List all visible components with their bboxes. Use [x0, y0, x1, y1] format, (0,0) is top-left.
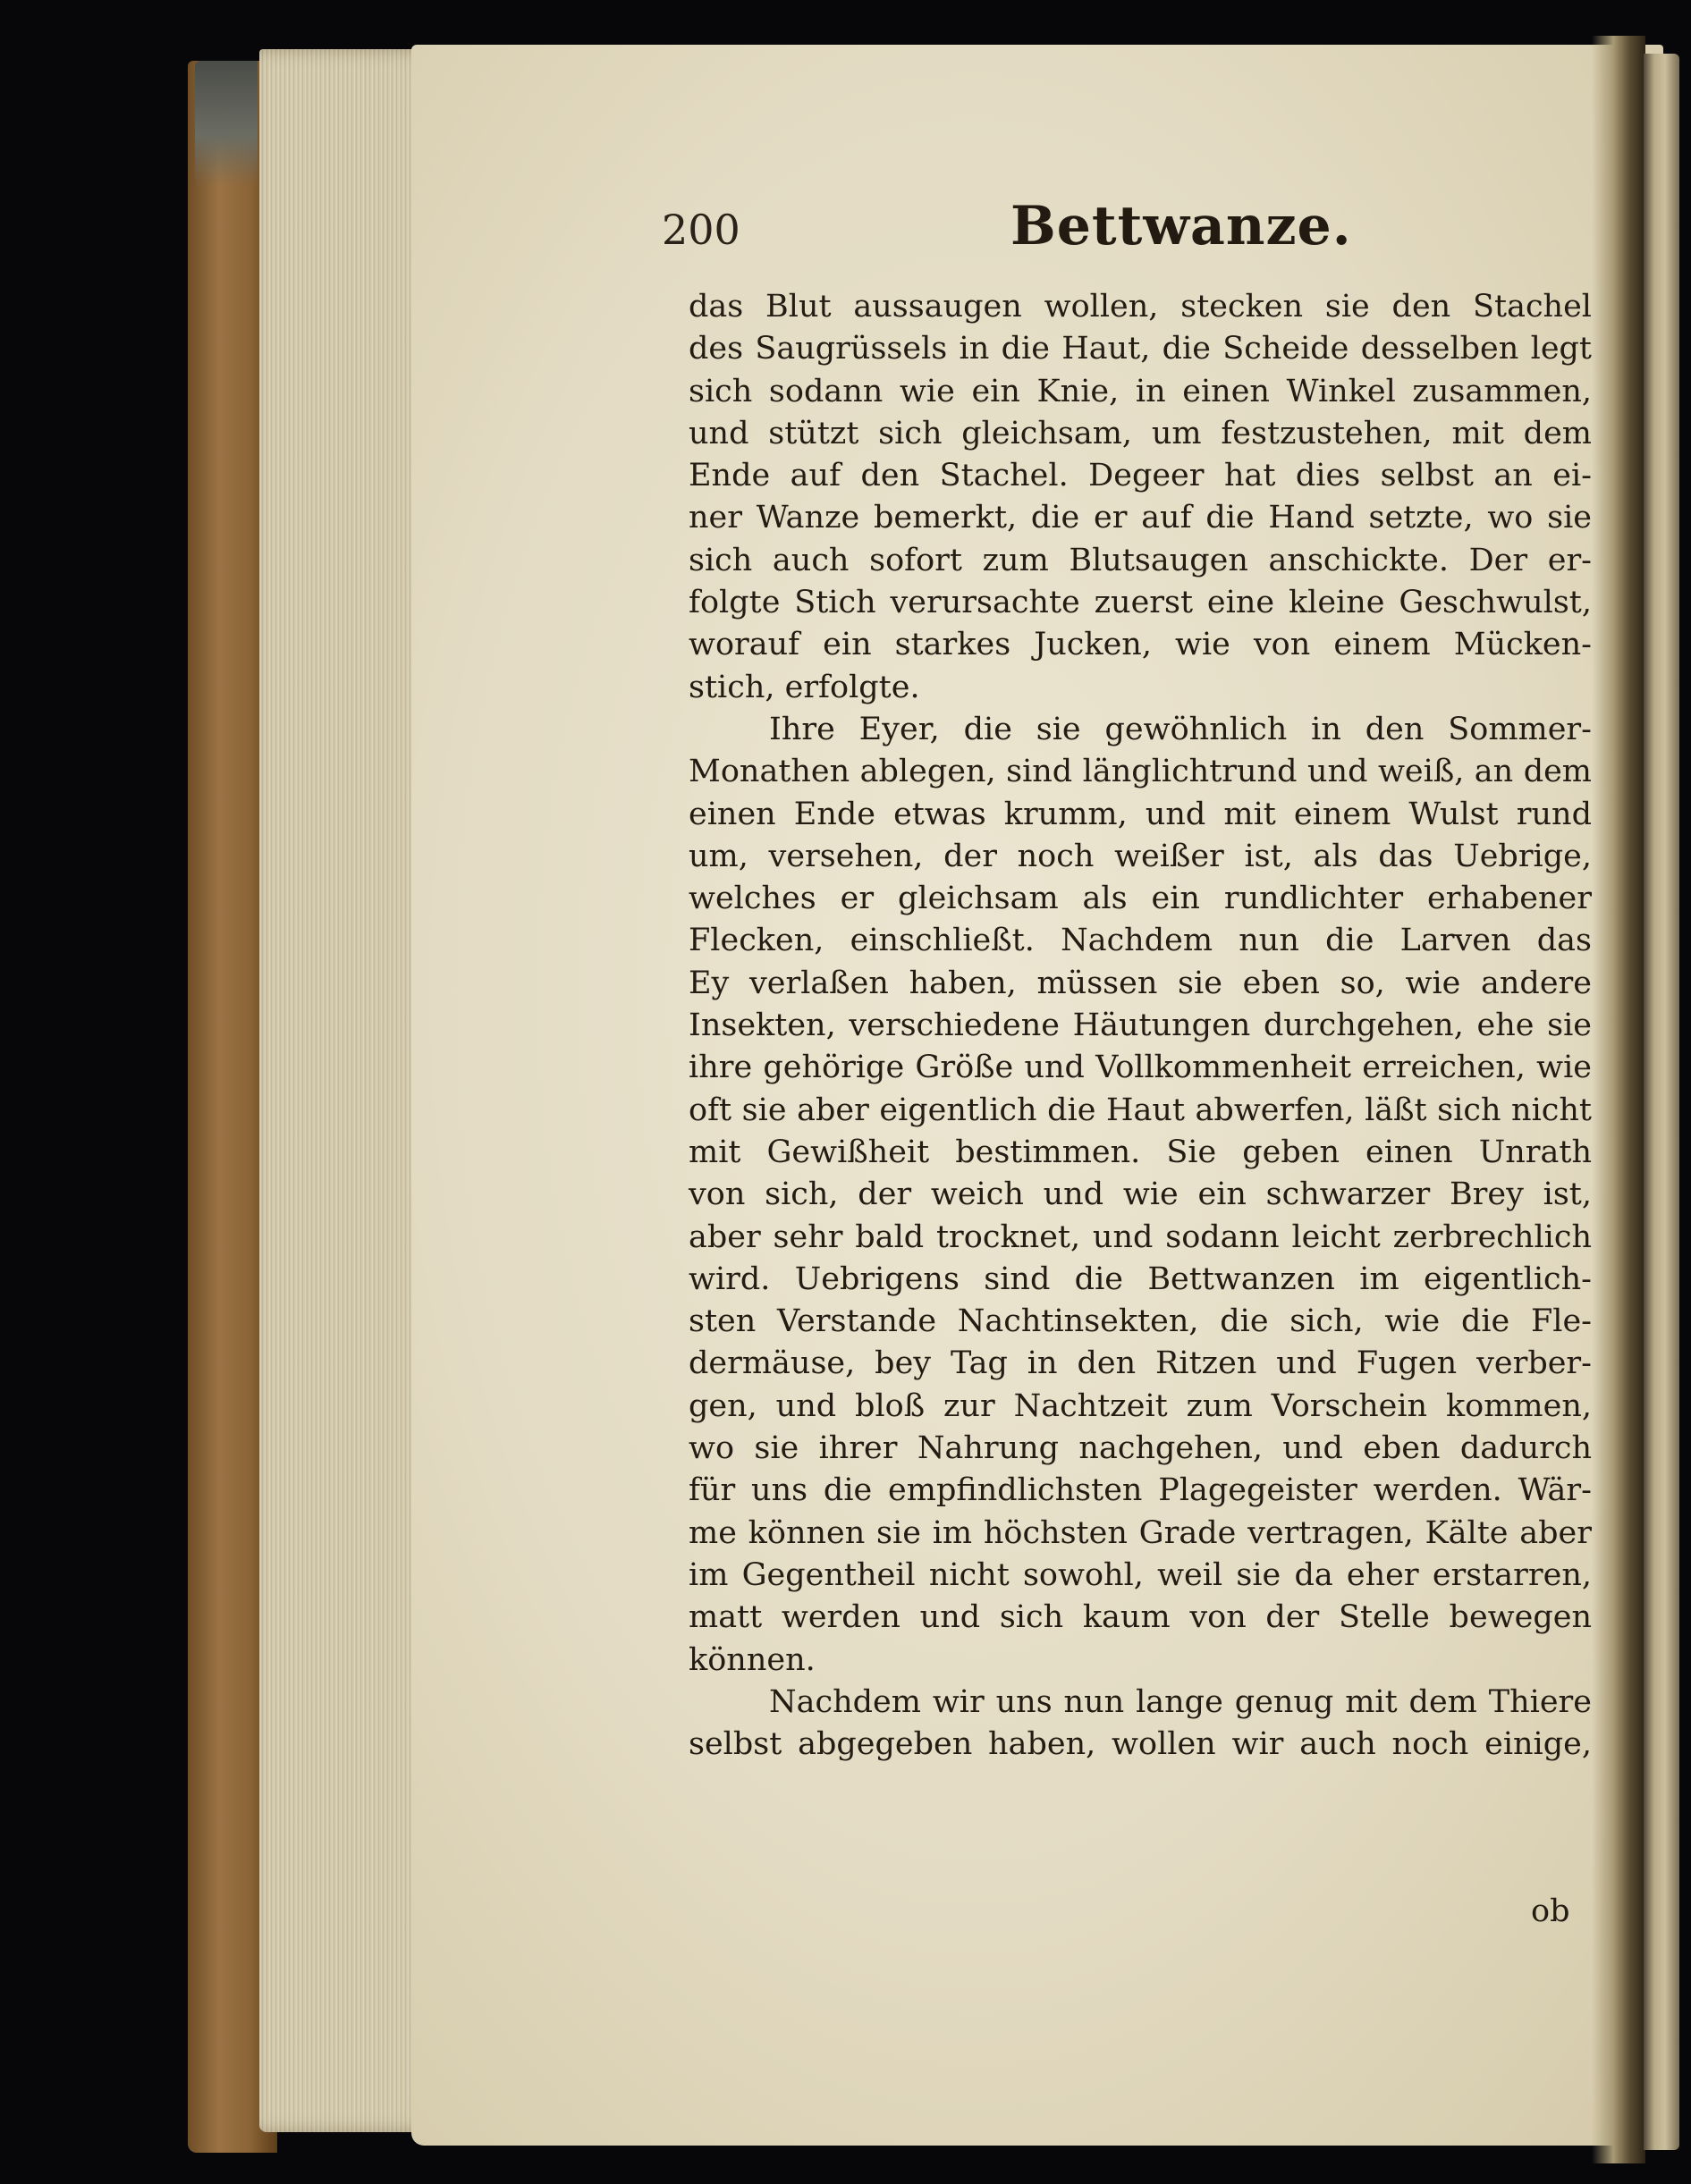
text-line: dermäuse, bey Tag in den Ritzen und Fugen verber- — [689, 1345, 1592, 1382]
text-line: einen Ende etwas krumm, und mit einem Wulst rund — [689, 796, 1592, 832]
text-line: Monathen ablegen, sind länglichtrund und weiß, an dem — [689, 754, 1592, 790]
text-line: selbst abgegeben haben, wollen wir auch noch einige, — [689, 1726, 1592, 1763]
page-header — [662, 195, 1592, 266]
text-line: von sich, der weich und wie ein schwarzer Brey ist, — [689, 1176, 1592, 1213]
text-line: des Saugrüssels in die Haut, die Scheide desselben legt — [689, 331, 1592, 367]
text-line: das Blut aussaugen wollen, stecken sie den Stachel — [689, 289, 1592, 325]
text-line: oft sie aber eigentlich die Haut abwerfen, läßt sich nicht — [689, 1092, 1592, 1128]
text-line: Ey verlaßen haben, müssen sie eben so, wie andere — [689, 965, 1592, 1001]
text-line: Insekten, verschiedene Häutungen durchgehen, ehe sie — [689, 1008, 1592, 1044]
facing-page-edge — [1644, 54, 1679, 2150]
text-line: stich, erfolgte. — [689, 669, 920, 705]
text-line: Flecken, einschließt. Nachdem nun die Larven das — [689, 923, 1592, 959]
catchword: ob — [1531, 1893, 1570, 1929]
running-head: Bettwanze. — [1010, 195, 1352, 257]
text-line: wo sie ihrer Nahrung nachgehen, und eben dadurch — [689, 1430, 1592, 1467]
text-line: ihre gehörige Größe und Vollkommenheit erreichen, wie — [689, 1050, 1592, 1086]
text-line: können. — [689, 1641, 816, 1678]
paragraph-start: Ihre Eyer, die sie gewöhnlich in den Sommer- — [769, 711, 1592, 747]
text-line: ner Wanze bemerkt, die er auf die Hand setzte, wo sie — [689, 500, 1592, 536]
text-line: Ende auf den Stachel. Degeer hat dies selbst an ei- — [689, 458, 1592, 494]
cover-wear — [195, 61, 258, 186]
text-line: im Gegentheil nicht sowohl, weil sie da eher erstarren, — [689, 1556, 1592, 1593]
text-line: gen, und bloß zur Nachtzeit zum Vorschein kommen, — [689, 1387, 1592, 1424]
text-line: um, versehen, der noch weißer ist, als das Uebrige, — [689, 838, 1592, 874]
text-line: matt werden und sich kaum von der Stelle bewegen — [689, 1599, 1592, 1636]
paragraph-start: Nachdem wir uns nun lange genug mit dem Thiere — [769, 1683, 1592, 1720]
text-line: sten Verstande Nachtinsekten, die sich, wie die Fle- — [689, 1303, 1592, 1340]
gutter-shadow — [1592, 36, 1645, 2163]
text-line: welches er gleichsam als ein rundlichter erhabener — [689, 881, 1592, 917]
text-line: aber sehr bald trocknet, und sodann leicht zerbrechlich — [689, 1218, 1592, 1255]
text-line: für uns die empfindlichsten Plagegeister werden. Wär- — [689, 1472, 1592, 1509]
text-line: me können sie im höchsten Grade vertragen, Kälte aber — [689, 1514, 1592, 1551]
page-number: 200 — [662, 206, 740, 254]
text-line: worauf ein starkes Jucken, wie von einem Mücken- — [689, 627, 1592, 663]
text-line: sich sodann wie ein Knie, in einen Winkel zusammen, — [689, 373, 1592, 409]
text-line: folgte Stich verursachte zuerst eine kleine Geschwulst, — [689, 585, 1592, 621]
body-text — [689, 286, 1592, 1766]
text-line: und stützt sich gleichsam, um festzustehen, mit dem — [689, 415, 1592, 451]
text-line: mit Gewißheit bestimmen. Sie geben einen Unrath — [689, 1134, 1592, 1170]
text-line: sich auch sofort zum Blutsaugen anschickte. Der er- — [689, 542, 1592, 578]
text-line: wird. Uebrigens sind die Bettwanzen im eigentlich- — [689, 1261, 1592, 1297]
